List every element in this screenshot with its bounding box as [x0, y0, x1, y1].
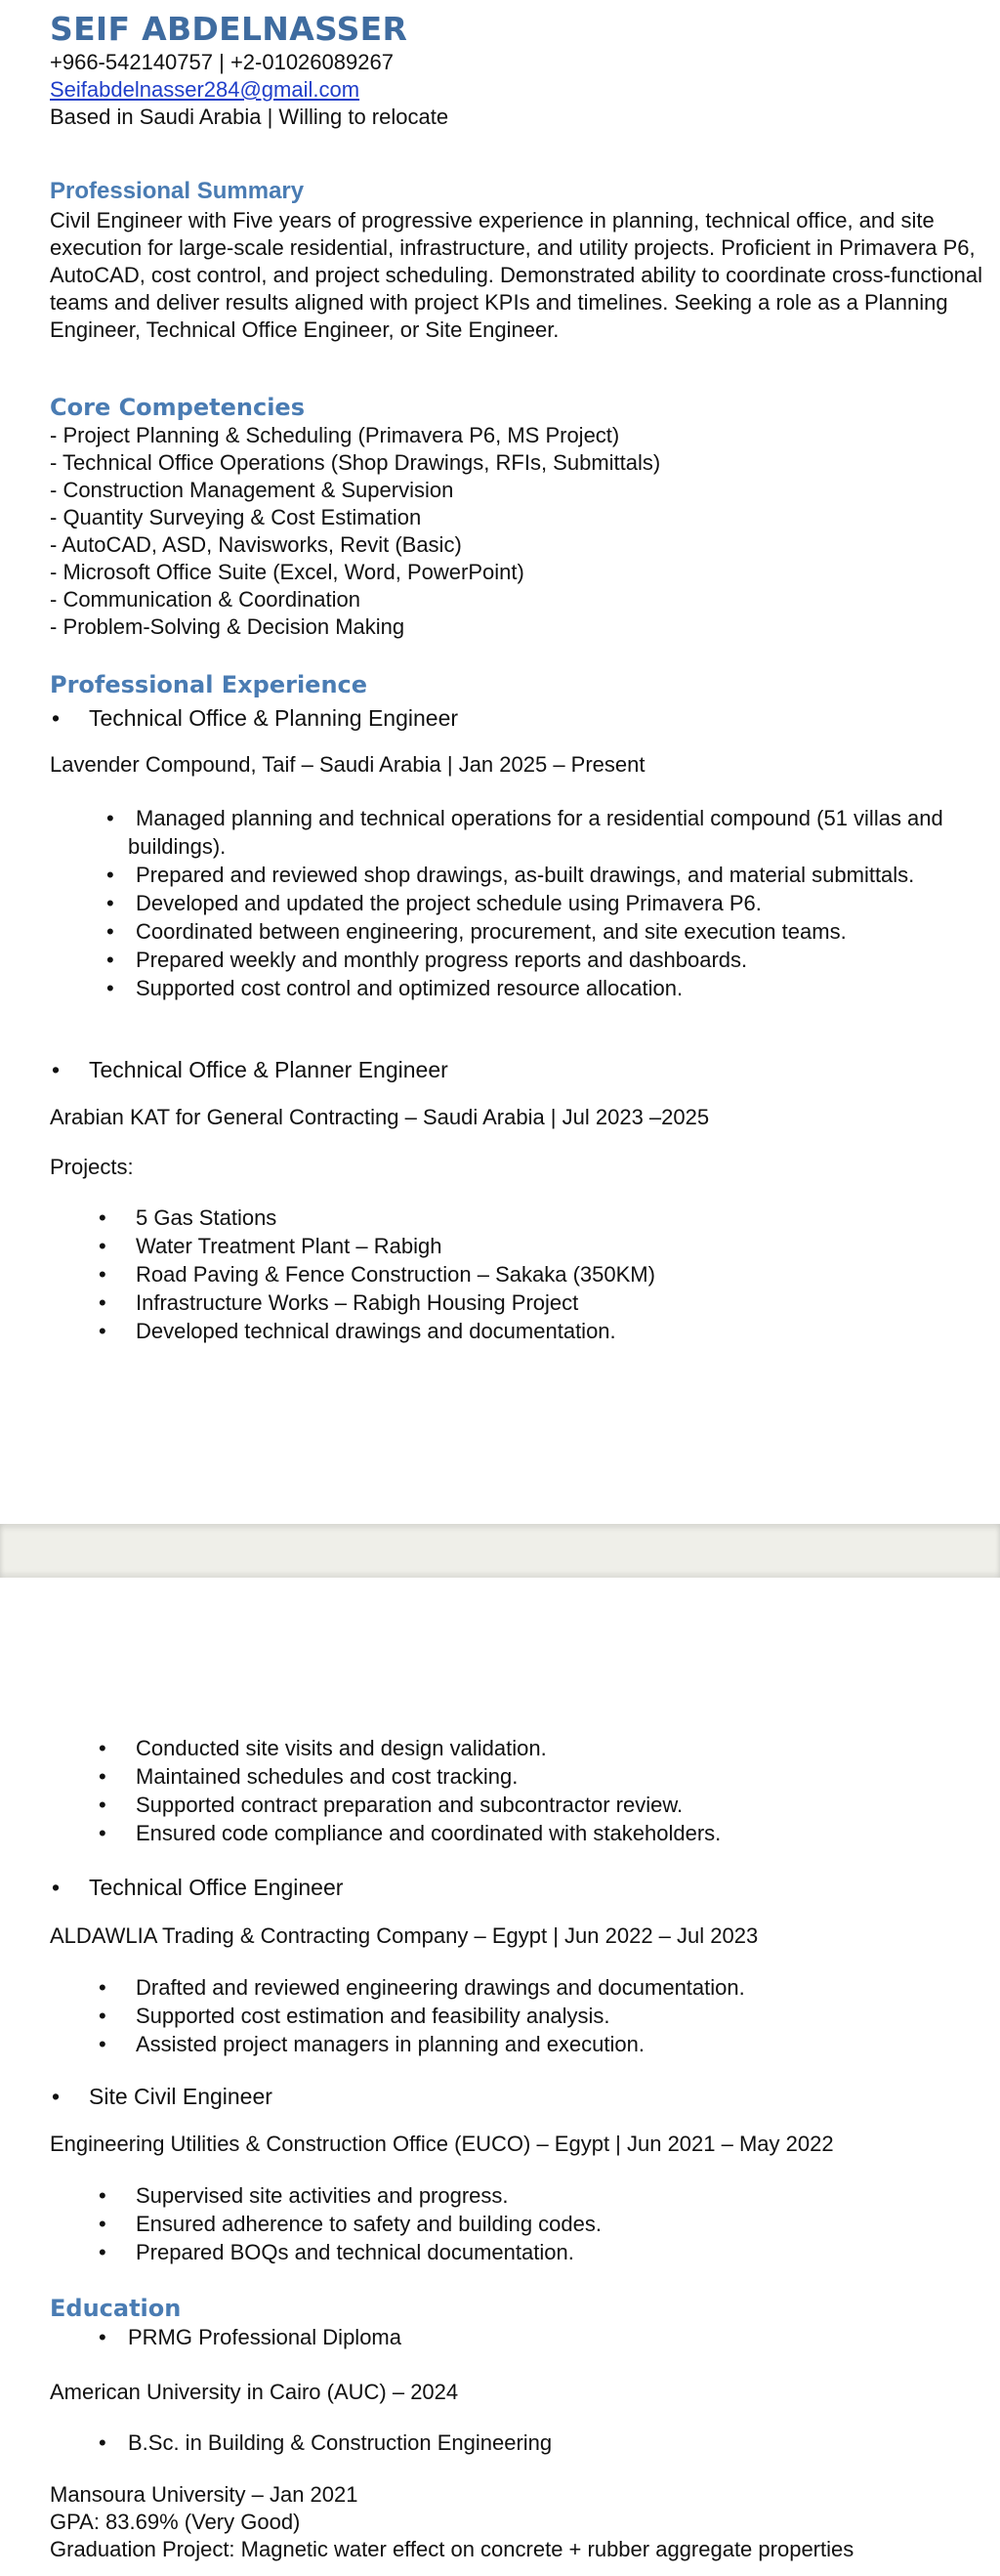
list-item: - Project Planning & Scheduling (Primavera P6, MS Project) — [50, 423, 620, 447]
job-bullets-2 — [50, 1204, 984, 1345]
list-item: • Developed and updated the project schedule using Primavera P6. — [128, 889, 984, 917]
education-bsc — [50, 2428, 984, 2457]
list-item: • Developed technical drawings and documentation. — [128, 1317, 984, 1345]
competencies-list — [50, 422, 984, 641]
experience-heading-block — [50, 670, 984, 699]
page-break — [0, 1524, 1000, 1578]
list-item: • Prepared weekly and monthly progress reports and dashboards. — [128, 946, 984, 974]
list-item: • Supported cost control and optimized resource allocation. — [128, 974, 984, 1002]
list-item: • Maintained schedules and cost tracking. — [128, 1762, 984, 1791]
list-item: • Supported cost estimation and feasibility analysis. — [128, 2002, 984, 2030]
list-item: • Conducted site visits and design validation. — [128, 1734, 984, 1762]
education-auc: American University in Cairo (AUC) – 2024 — [50, 2380, 459, 2404]
list-item: • 5 Gas Stations — [128, 1204, 984, 1232]
list-item: • Ensured adherence to safety and building codes. — [128, 2210, 984, 2238]
graduation-project: Graduation Project: Magnetic water effect on concrete + rubber aggregate properties — [50, 2537, 854, 2561]
job-bullets-2-continued — [50, 1734, 984, 1847]
education-heading: Education — [50, 2295, 182, 2322]
list-item: • Drafted and reviewed engineering drawings and documentation. — [128, 1973, 984, 2002]
resume-page-2 — [0, 1578, 1000, 2576]
education-mansoura: Mansoura University – Jan 2021 GPA: 83.69% (Very Good) Graduation Project: Magnetic water effect on concrete + rubber aggregate properties — [50, 2481, 984, 2563]
list-item: - Problem-Solving & Decision Making — [50, 614, 405, 639]
job-title-1: • Technical Office & Planning Engineer — [50, 703, 984, 733]
job-company-4: Engineering Utilities & Construction Office (EUCO) – Egypt | Jun 2021 – May 2022 — [50, 2132, 834, 2156]
job-company-2: Arabian KAT for General Contracting – Saudi Arabia | Jul 2023 –2025 — [50, 1105, 710, 1129]
list-item: • Infrastructure Works – Rabigh Housing Project — [128, 1288, 984, 1317]
list-item: - AutoCAD, ASD, Navisworks, Revit (Basic) — [50, 532, 462, 557]
gpa: GPA: 83.69% (Very Good) — [50, 2510, 301, 2534]
location: Based in Saudi Arabia | Willing to relocate — [50, 105, 449, 129]
list-item: • Coordinated between engineering, procurement, and site execution teams. — [128, 917, 984, 946]
list-item: • B.Sc. in Building & Construction Engineering — [128, 2428, 984, 2457]
list-item: - Construction Management & Supervision — [50, 478, 454, 502]
list-item: • Assisted project managers in planning and execution. — [128, 2030, 984, 2058]
job-title-4: • Site Civil Engineer — [50, 2082, 984, 2111]
list-item: • Supervised site activities and progress. — [128, 2181, 984, 2210]
competencies-section — [50, 393, 984, 641]
job-bullets-3 — [50, 1973, 984, 2058]
projects-label: Projects: — [50, 1155, 134, 1179]
list-item: • Water Treatment Plant – Rabigh — [128, 1232, 984, 1260]
list-item: - Technical Office Operations (Shop Drawings, RFIs, Submittals) — [50, 450, 661, 475]
phone-numbers: +966-542140757 | +2-01026089267 — [50, 50, 394, 74]
summary-text: Civil Engineer with Five years of progressive experience in planning, technical office, and site execution for large-scale residential, infrastructure, and utility projects. Proficient in Primavera P6, AutoCAD, cost control, and project scheduling. Demonstrated ability to coordinate cross-functional teams and deliver results aligned with project KPIs and timelines. Seeking a role as a Planning Engineer, Technical Office Engineer, or Site Engineer. — [50, 208, 983, 342]
list-item: • Managed planning and technical operations for a residential compound (51 villas and buildings). — [128, 804, 984, 861]
candidate-name: SEIF ABDELNASSER — [50, 10, 408, 48]
list-item: • Ensured code compliance and coordinated with stakeholders. — [128, 1819, 984, 1847]
list-item: • PRMG Professional Diploma — [128, 2323, 984, 2351]
email-link[interactable]: Seifabdelnasser284@gmail.com — [50, 77, 360, 102]
job-title-2: • Technical Office & Planner Engineer — [50, 1055, 984, 1084]
list-item: - Microsoft Office Suite (Excel, Word, PowerPoint) — [50, 560, 524, 584]
resume-header — [50, 10, 984, 131]
job-bullets-1 — [50, 804, 984, 1002]
competencies-heading: Core Competencies — [50, 394, 305, 421]
summary-section — [50, 177, 984, 344]
list-item: • Supported contract preparation and subcontractor review. — [128, 1791, 984, 1819]
job-title-3: • Technical Office Engineer — [50, 1873, 984, 1902]
list-item: • Prepared BOQs and technical documentation. — [128, 2238, 984, 2266]
list-item: • Prepared and reviewed shop drawings, as-built drawings, and material submittals. — [128, 861, 984, 889]
job-company-3: ALDAWLIA Trading & Contracting Company – Egypt | Jun 2022 – Jul 2023 — [50, 1923, 759, 1948]
job-company-1: Lavender Compound, Taif – Saudi Arabia | Jan 2025 – Present — [50, 752, 646, 777]
experience-heading: Professional Experience — [50, 671, 368, 698]
list-item: - Quantity Surveying & Cost Estimation — [50, 505, 422, 529]
list-item: • Road Paving & Fence Construction – Sakaka (350KM) — [128, 1260, 984, 1288]
job-bullets-4 — [50, 2181, 984, 2266]
summary-heading: Professional Summary — [50, 178, 305, 204]
education-section — [50, 2294, 984, 2351]
list-item: - Communication & Coordination — [50, 587, 360, 612]
